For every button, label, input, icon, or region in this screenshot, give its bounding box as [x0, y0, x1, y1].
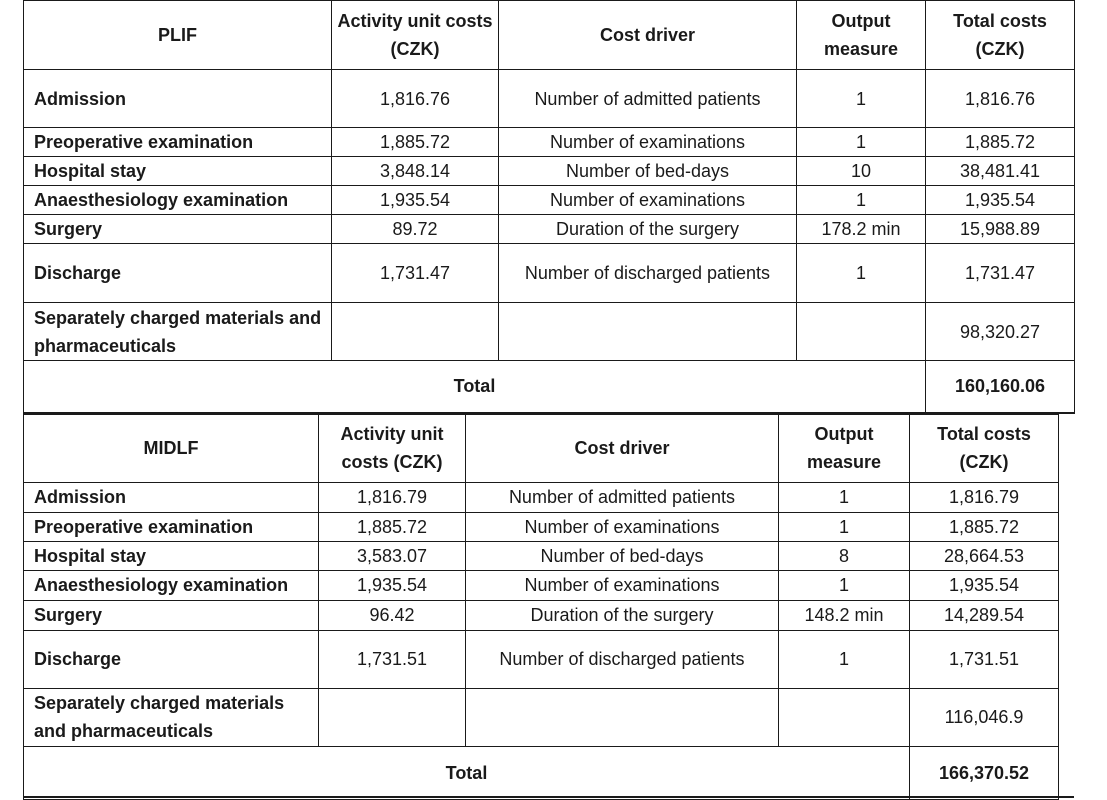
cost-driver: Number of bed-days — [499, 157, 797, 186]
row-label: Hospital stay — [24, 157, 332, 186]
total-cost: 98,320.27 — [926, 303, 1075, 361]
cost-driver: Number of examinations — [499, 186, 797, 215]
cost-driver: Number of discharged patients — [466, 630, 779, 688]
unit-cost: 1,935.54 — [332, 186, 499, 215]
total-cost: 28,664.53 — [910, 541, 1059, 570]
total-cost: 1,885.72 — [926, 128, 1075, 157]
cost-driver: Number of examinations — [466, 512, 779, 541]
output-measure: 1 — [779, 512, 910, 541]
table-row — [24, 630, 1059, 688]
unit-cost: 3,583.07 — [319, 541, 466, 570]
table-row — [24, 157, 1075, 186]
total-row — [24, 361, 1075, 413]
total-cost: 1,816.79 — [910, 482, 1059, 512]
table-row — [24, 482, 1059, 512]
column-header: Activity unit costs (CZK) — [319, 414, 466, 482]
cost-driver: Number of bed-days — [466, 541, 779, 570]
total-value: 166,370.52 — [910, 746, 1059, 799]
unit-cost: 1,731.51 — [319, 630, 466, 688]
table-row — [24, 512, 1059, 541]
total-cost: 1,935.54 — [926, 186, 1075, 215]
total-cost: 116,046.9 — [910, 688, 1059, 746]
table-row — [24, 70, 1075, 128]
table-row — [24, 128, 1075, 157]
row-label: Discharge — [24, 244, 332, 303]
total-cost: 1,731.47 — [926, 244, 1075, 303]
total-value: 160,160.06 — [926, 361, 1075, 413]
output-measure: 1 — [779, 482, 910, 512]
cost-driver: Number of examinations — [466, 570, 779, 600]
table-title: PLIF — [24, 1, 332, 70]
cost-driver: Number of admitted patients — [466, 482, 779, 512]
total-cost: 1,885.72 — [910, 512, 1059, 541]
table-row — [24, 186, 1075, 215]
column-header: Output measure — [779, 414, 910, 482]
output-measure — [797, 303, 926, 361]
unit-cost: 89.72 — [332, 215, 499, 244]
cost-driver — [466, 688, 779, 746]
output-measure: 1 — [797, 244, 926, 303]
unit-cost: 1,885.72 — [319, 512, 466, 541]
row-label: Surgery — [24, 215, 332, 244]
unit-cost: 1,731.47 — [332, 244, 499, 303]
total-label: Total — [24, 361, 926, 413]
output-measure: 1 — [779, 570, 910, 600]
total-cost: 15,988.89 — [926, 215, 1075, 244]
cost-driver: Number of admitted patients — [499, 70, 797, 128]
output-measure: 1 — [797, 128, 926, 157]
total-cost: 1,816.76 — [926, 70, 1075, 128]
midlf-cost-table — [23, 413, 1059, 800]
column-header: Cost driver — [499, 1, 797, 70]
output-measure — [779, 688, 910, 746]
row-label: Anaesthesiology examination — [24, 186, 332, 215]
output-measure: 1 — [779, 630, 910, 688]
table-header-row — [24, 1, 1075, 70]
total-label: Total — [24, 746, 910, 799]
row-label: Surgery — [24, 600, 319, 630]
total-cost: 1,731.51 — [910, 630, 1059, 688]
table-row — [24, 244, 1075, 303]
output-measure: 148.2 min — [779, 600, 910, 630]
table-title: MIDLF — [24, 414, 319, 482]
table-row — [24, 570, 1059, 600]
plif-cost-table — [23, 0, 1075, 414]
table-row — [24, 303, 1075, 361]
unit-cost: 1,885.72 — [332, 128, 499, 157]
table-row — [24, 688, 1059, 746]
column-header: Total costs (CZK) — [910, 414, 1059, 482]
table-header-row — [24, 414, 1059, 482]
cost-driver: Number of examinations — [499, 128, 797, 157]
total-cost: 14,289.54 — [910, 600, 1059, 630]
cost-driver — [499, 303, 797, 361]
total-row — [24, 746, 1059, 799]
output-measure: 8 — [779, 541, 910, 570]
total-cost: 38,481.41 — [926, 157, 1075, 186]
unit-cost: 1,935.54 — [319, 570, 466, 600]
output-measure: 10 — [797, 157, 926, 186]
table-row — [24, 215, 1075, 244]
output-measure: 1 — [797, 186, 926, 215]
column-header: Activity unit costs (CZK) — [332, 1, 499, 70]
table-bottom-rule — [23, 796, 1074, 798]
row-label: Separately charged materials and pharmaceuticals — [24, 688, 319, 746]
column-header: Total costs (CZK) — [926, 1, 1075, 70]
row-label: Preoperative examination — [24, 512, 319, 541]
column-header: Output measure — [797, 1, 926, 70]
row-label: Admission — [24, 70, 332, 128]
cost-driver: Duration of the surgery — [499, 215, 797, 244]
table-row — [24, 600, 1059, 630]
row-label: Hospital stay — [24, 541, 319, 570]
unit-cost: 3,848.14 — [332, 157, 499, 186]
row-label: Admission — [24, 482, 319, 512]
column-header: Cost driver — [466, 414, 779, 482]
output-measure: 178.2 min — [797, 215, 926, 244]
unit-cost — [319, 688, 466, 746]
row-label: Discharge — [24, 630, 319, 688]
row-label: Preoperative examination — [24, 128, 332, 157]
unit-cost: 96.42 — [319, 600, 466, 630]
cost-driver: Duration of the surgery — [466, 600, 779, 630]
unit-cost — [332, 303, 499, 361]
output-measure: 1 — [797, 70, 926, 128]
total-cost: 1,935.54 — [910, 570, 1059, 600]
table-row — [24, 541, 1059, 570]
unit-cost: 1,816.79 — [319, 482, 466, 512]
unit-cost: 1,816.76 — [332, 70, 499, 128]
cost-driver: Number of discharged patients — [499, 244, 797, 303]
row-label: Separately charged materials and pharmaceuticals — [24, 303, 332, 361]
row-label: Anaesthesiology examination — [24, 570, 319, 600]
